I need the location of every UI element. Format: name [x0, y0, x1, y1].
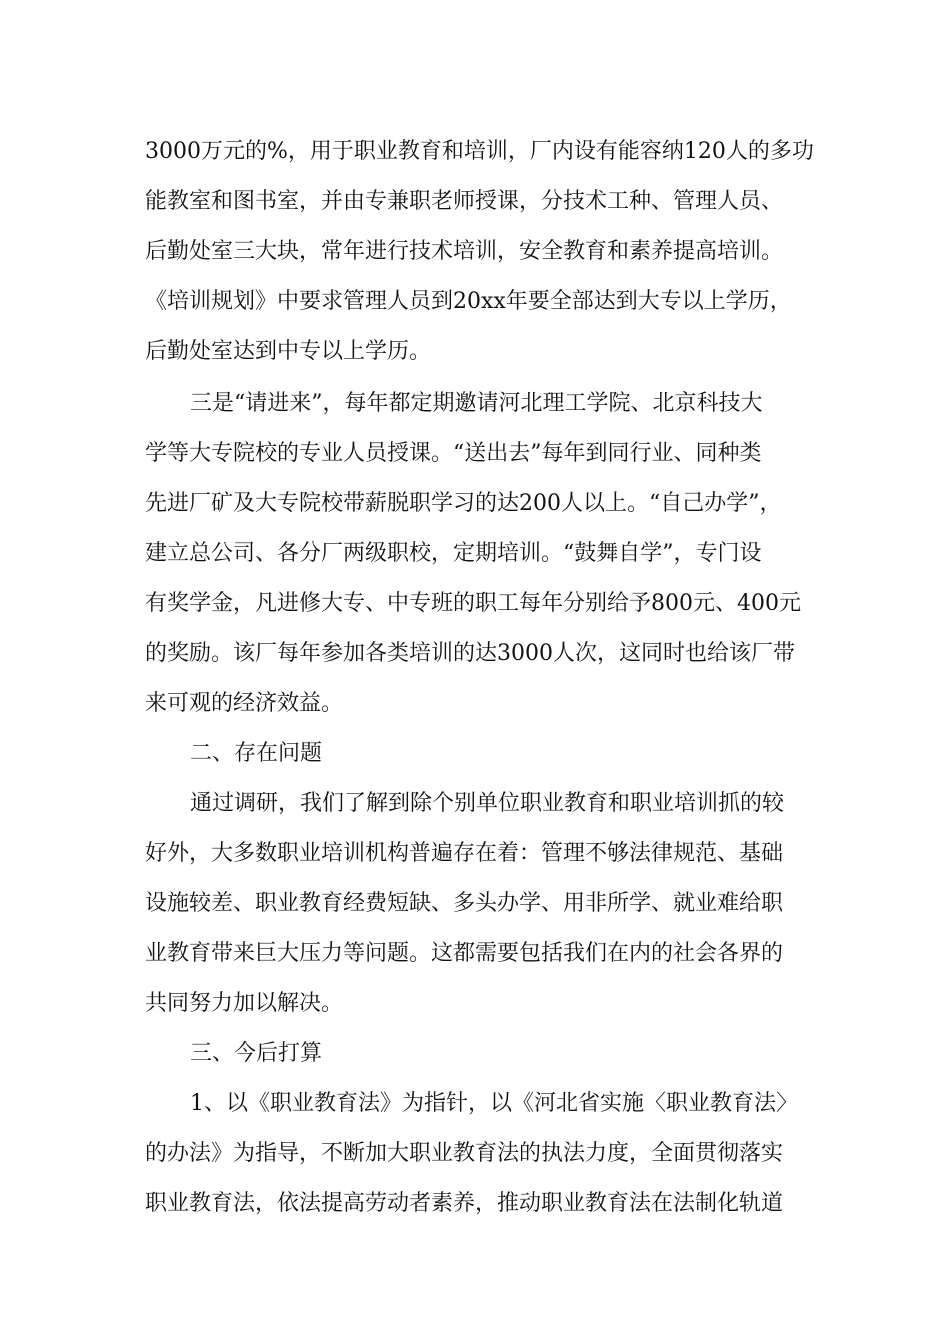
- text-line: 业教育带来巨大压力等问题。这都需要包括我们在内的社会各界的: [145, 941, 784, 966]
- paragraph-start-line: 通过调研，我们了解到除个别单位职业教育和职业培训抓的较: [190, 791, 785, 816]
- section-heading: 二、存在问题: [190, 741, 323, 766]
- text-line: 职业教育法，依法提高劳动者素养，推动职业教育法在法制化轨道: [145, 1191, 784, 1216]
- text-line: 先进厂矿及大专院校带薪脱职学习的达200人以上。“自己办学”，: [145, 491, 782, 516]
- text-line: 来可观的经济效益。: [145, 691, 344, 716]
- text-line: 学等大专院校的专业人员授课。“送出去”每年到同行业、同种类: [145, 441, 762, 466]
- text-line: 的办法》为指导，不断加大职业教育法的执法力度，全面贯彻落实: [145, 1141, 784, 1166]
- text-line: 后勤处室三大块，常年进行技术培训，安全教育和素养提高培训。: [145, 239, 784, 264]
- text-line: 建立总公司、各分厂两级职校，定期培训。“鼓舞自学”，专门设: [145, 541, 762, 566]
- text-line: 共同努力加以解决。: [145, 991, 344, 1016]
- text-line: 设施较差、职业教育经费短缺、多头办学、用非所学、就业难给职: [145, 891, 784, 916]
- text-line: 能教室和图书室，并由专兼职老师授课，分技术工种、管理人员、: [145, 189, 784, 214]
- text-line: 《培训规划》中要求管理人员到20xx年要全部达到大专以上学历，: [145, 289, 792, 314]
- text-line: 好外，大多数职业培训机构普遍存在着：管理不够法律规范、基础: [145, 841, 784, 866]
- paragraph-start-line: 三是“请进来”，每年都定期邀请河北理工学院、北京科技大: [190, 391, 763, 416]
- text-line: 3000万元的%，用于职业教育和培训，厂内设有能容纳120人的多功: [145, 139, 814, 164]
- text-line: 的奖励。该厂每年参加各类培训的达3000人次，这同时也给该厂带: [145, 641, 795, 666]
- paragraph-start-line: 1、以《职业教育法》为指针，以《河北省实施〈职业教育法〉: [190, 1091, 798, 1116]
- text-line: 有奖学金，凡进修大专、中专班的职工每年分别给予800元、400元: [145, 591, 801, 616]
- section-heading: 三、今后打算: [190, 1041, 323, 1066]
- text-line: 后勤处室达到中专以上学历。: [145, 339, 432, 364]
